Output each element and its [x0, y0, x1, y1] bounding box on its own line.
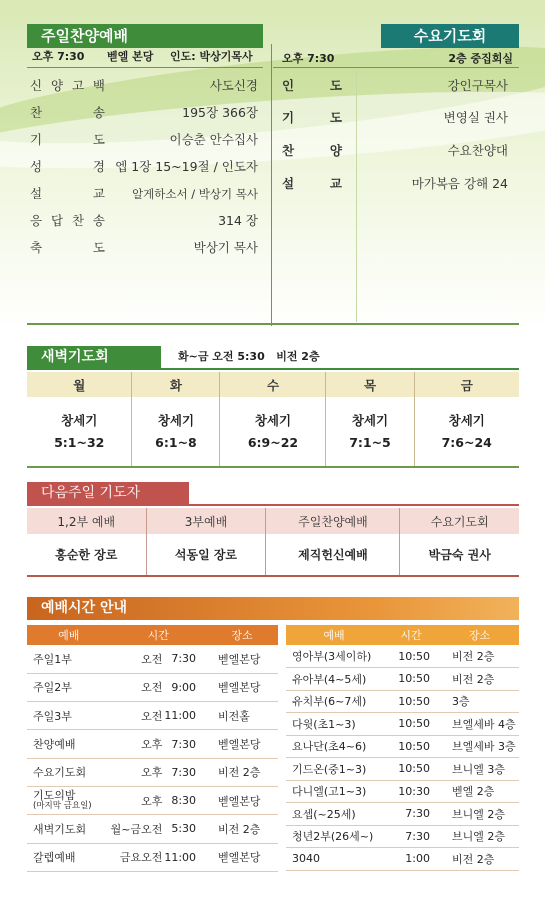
service-header-row	[286, 625, 519, 645]
day-header: 월	[27, 372, 132, 397]
sunday-time: 오후 7:30	[32, 50, 85, 63]
sunday-praise-title: 주일찬양예배	[27, 24, 263, 48]
reading-cell: 창세기 7:1~5	[326, 397, 414, 467]
reading-cell: 창세기 7:6~24	[414, 397, 519, 467]
header-service: 예배	[27, 625, 111, 645]
wednesday-location: 2층 중집회실	[448, 52, 513, 65]
sunday-location: 벧엘 본당	[107, 50, 154, 63]
next-week-value: 박금숙 권사	[400, 534, 519, 576]
sunday-row-value: 195장 366장	[182, 105, 258, 120]
sunday-row-label: 설 교	[30, 186, 105, 201]
wednesday-row-value: 수요찬양대	[447, 143, 508, 158]
table-row: 유아부(4~5세) 10:50 비전 2층	[286, 668, 519, 691]
table-row: 유치부(6~7세) 10:50 3층	[286, 690, 519, 713]
dawn-prayer-table	[27, 372, 519, 468]
table-row: 수요기도회 오후 7:30 비전 2층	[27, 758, 278, 786]
header-time: 시간	[111, 625, 206, 645]
wednesday-time: 오후 7:30	[282, 52, 335, 65]
table-row: 다니엘(고1~3) 10:30 벧엘 2층	[286, 780, 519, 803]
table-row: 청년2부(26세~) 7:30 브니엘 2층	[286, 825, 519, 848]
next-week-header: 수요기도회	[400, 508, 519, 534]
table-row: 기도의밤 (마지막 금요일) 오후 8:30 벧엘본당	[27, 786, 278, 814]
service-header-row	[27, 625, 278, 645]
header-time: 시간	[382, 625, 440, 645]
header-service: 예배	[286, 625, 382, 645]
sunday-row-value: 엡 1장 15~19절 / 인도자	[115, 159, 258, 174]
wednesday-row-label: 설 교	[282, 176, 342, 191]
next-week-title: 다음주일 기도자	[27, 482, 189, 504]
sunday-row-value: 알게하소서 / 박상기 목사	[132, 187, 258, 201]
dawn-days-row	[27, 372, 519, 397]
wednesday-row-label: 인 도	[282, 78, 342, 93]
service-times-left-table	[27, 625, 278, 872]
sunday-leader: 인도: 박상기목사	[170, 50, 253, 63]
dawn-prayer-info: 화~금 오전 5:30 비전 2층	[178, 350, 320, 363]
table-row: 주일1부 오전 7:30 벧엘본당	[27, 645, 278, 673]
day-header: 화	[132, 372, 220, 397]
wednesday-row-value: 변영실 권사	[443, 110, 508, 125]
day-header: 수	[220, 372, 326, 397]
table-row: 주일2부 오전 9:00 벧엘본당	[27, 673, 278, 701]
sunday-row-label: 기 도	[30, 132, 105, 147]
next-week-header: 1,2부 예배	[27, 508, 146, 534]
sunday-row-value: 314 장	[218, 213, 258, 228]
table-row: 새벽기도회 월~금오전 5:30 비전 2층	[27, 815, 278, 843]
next-week-value-row	[27, 534, 519, 576]
table-row: 다윗(초1~3) 10:50 브엘세바 4층	[286, 713, 519, 736]
sunday-row-label: 성 경	[30, 159, 105, 174]
wednesday-prayer-title: 수요기도회	[381, 24, 519, 48]
reading-cell: 창세기 6:1~8	[132, 397, 220, 467]
next-week-value: 석동일 장로	[146, 534, 266, 576]
table-row: 요셉(~25세) 7:30 브니엘 2층	[286, 803, 519, 826]
table-row: 갈렙예배 금요오전 11:00 벧엘본당	[27, 843, 278, 871]
day-header: 목	[326, 372, 414, 397]
sunday-row-label: 신 양 고 백	[30, 78, 105, 93]
sunday-row-value: 사도신경	[209, 78, 258, 93]
reading-cell: 창세기 6:9~22	[220, 397, 326, 467]
table-row: 주일3부 오전 11:00 비전홀	[27, 702, 278, 730]
next-week-value: 제직헌신예배	[266, 534, 400, 576]
next-week-value: 홍순한 장로	[27, 534, 146, 576]
next-week-header: 3부예배	[146, 508, 266, 534]
table-row: 찬양예배 오후 7:30 벧엘본당	[27, 730, 278, 758]
dawn-readings-row	[27, 397, 519, 467]
day-header: 금	[414, 372, 519, 397]
service-times-title: 예배시간 안내	[27, 597, 519, 620]
service-times-right-table	[286, 625, 519, 871]
wednesday-row-value: 강인구목사	[447, 78, 508, 93]
dawn-prayer-title: 새벽기도회	[27, 346, 161, 368]
table-row: 기드온(중1~3) 10:50 브니엘 3층	[286, 758, 519, 781]
sunday-row-value: 이승춘 안수집사	[169, 132, 258, 147]
wednesday-row-value: 마가복음 강해 24	[411, 176, 508, 191]
next-week-table	[27, 508, 519, 577]
table-row: 영아부(3세이하) 10:50 비전 2층	[286, 645, 519, 668]
header-place: 장소	[440, 625, 519, 645]
table-row: 요나단(초4~6) 10:50 브엘세바 3층	[286, 735, 519, 758]
reading-cell: 창세기 5:1~32	[27, 397, 132, 467]
header-place: 장소	[206, 625, 278, 645]
wednesday-row-label: 기 도	[282, 110, 342, 125]
sunday-row-label: 축 도	[30, 240, 105, 255]
sunday-row-value: 박상기 목사	[193, 240, 258, 255]
sunday-row-label: 응 답 찬 송	[30, 213, 105, 228]
next-week-header: 주일찬양예배	[266, 508, 400, 534]
sunday-row-label: 찬 송	[30, 105, 105, 120]
wednesday-row-label: 찬 양	[282, 143, 342, 158]
next-week-header-row	[27, 508, 519, 534]
table-row: 3040 1:00 비전 2층	[286, 848, 519, 871]
